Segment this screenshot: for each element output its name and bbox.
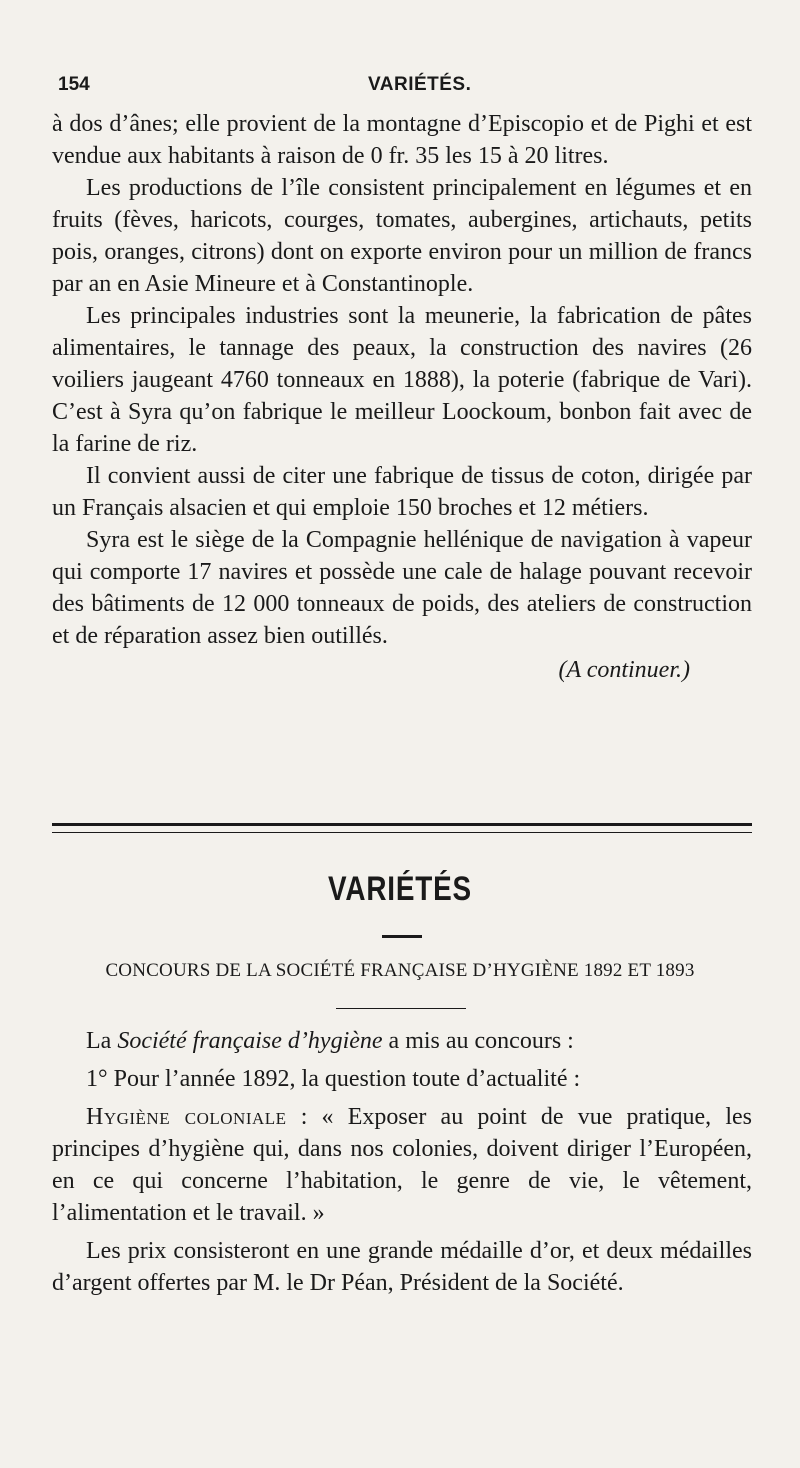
paragraph-year-question: 1° Pour l’année 1892, la question toute d’actualité : [86, 1066, 581, 1092]
colonial-hygiene-text: : « Exposer au point de vue pratique, les principes d’hygiène qui, dans nos colonies, doivent diriger l’Européen, en ce qui concerne l’habitation, le genre de vie, le vêtement, l’alimentation et le travail. » [52, 1104, 752, 1226]
paragraph-water-supply: à dos d’ânes; elle provient de la montagne d’Episcopio et de Pighi et est vendue aux habitants à raison de 0 fr. 35 les 15 à 20 litres. [52, 111, 752, 169]
running-title: VARIÉTÉS. [368, 74, 472, 95]
paragraph-industries: Les principales industries sont la meunerie, la fabrication de pâtes alimentaires, le tannage des peaux, la construction des navires (26 voiliers jaugeant 4760 tonneaux en 1888), la poterie (fabrique de Vari). C’est à Syra qu’on fabrique le meilleur Loockoum, bonbon fait avec de la farine de riz. [52, 303, 752, 457]
society-name: Société française d’hygiène [117, 1028, 383, 1054]
colonial-hygiene-label: Hygiène coloniale [86, 1104, 287, 1130]
page-number: 154 [58, 74, 90, 95]
paragraph-navigation-company: Syra est le siège de la Compagnie hellénique de navigation à vapeur qui comporte 17 navires et possède une cale de halage pouvant recevoir des bâtiments de 12 000 tonneaux de poids, des ateliers de construction et de réparation assez bien outillés. [52, 527, 752, 649]
section-subheading: CONCOURS DE LA SOCIÉTÉ FRANÇAISE D’HYGIÈNE 1892 ET 1893 [105, 960, 695, 981]
contest-intro-lead: La [86, 1028, 118, 1054]
body-text-bottom [52, 1025, 752, 1299]
to-continue-note: (A continuer.) [558, 657, 690, 683]
paragraph-prizes: Les prix consisteront en une grande médaille d’or, et deux médailles d’argent offertes par M. le Dr Péan, Président de la Société. [52, 1238, 752, 1296]
title-underline [382, 935, 422, 938]
subheading-rule [336, 1008, 466, 1009]
section-divider [52, 823, 752, 833]
running-header [58, 74, 752, 100]
section-title: VARIÉTÉS [328, 870, 472, 908]
body-text-top [52, 108, 752, 686]
paragraph-cotton-factory: Il convient aussi de citer une fabrique de tissus de coton, dirigée par un Français alsacien et qui emploie 150 broches et 12 métiers. [52, 463, 752, 521]
paragraph-contest-intro [52, 1025, 752, 1057]
contest-intro-tail: a mis au concours : [382, 1028, 574, 1054]
paragraph-colonial-hygiene [52, 1101, 752, 1229]
paragraph-productions: Les productions de l’île consistent principalement en légumes et en fruits (fèves, haricots, courges, tomates, aubergines, artichauts, petits pois, oranges, citrons) dont on exporte environ pour un million de francs par an en Asie Mineure et à Constantinople. [52, 175, 752, 297]
